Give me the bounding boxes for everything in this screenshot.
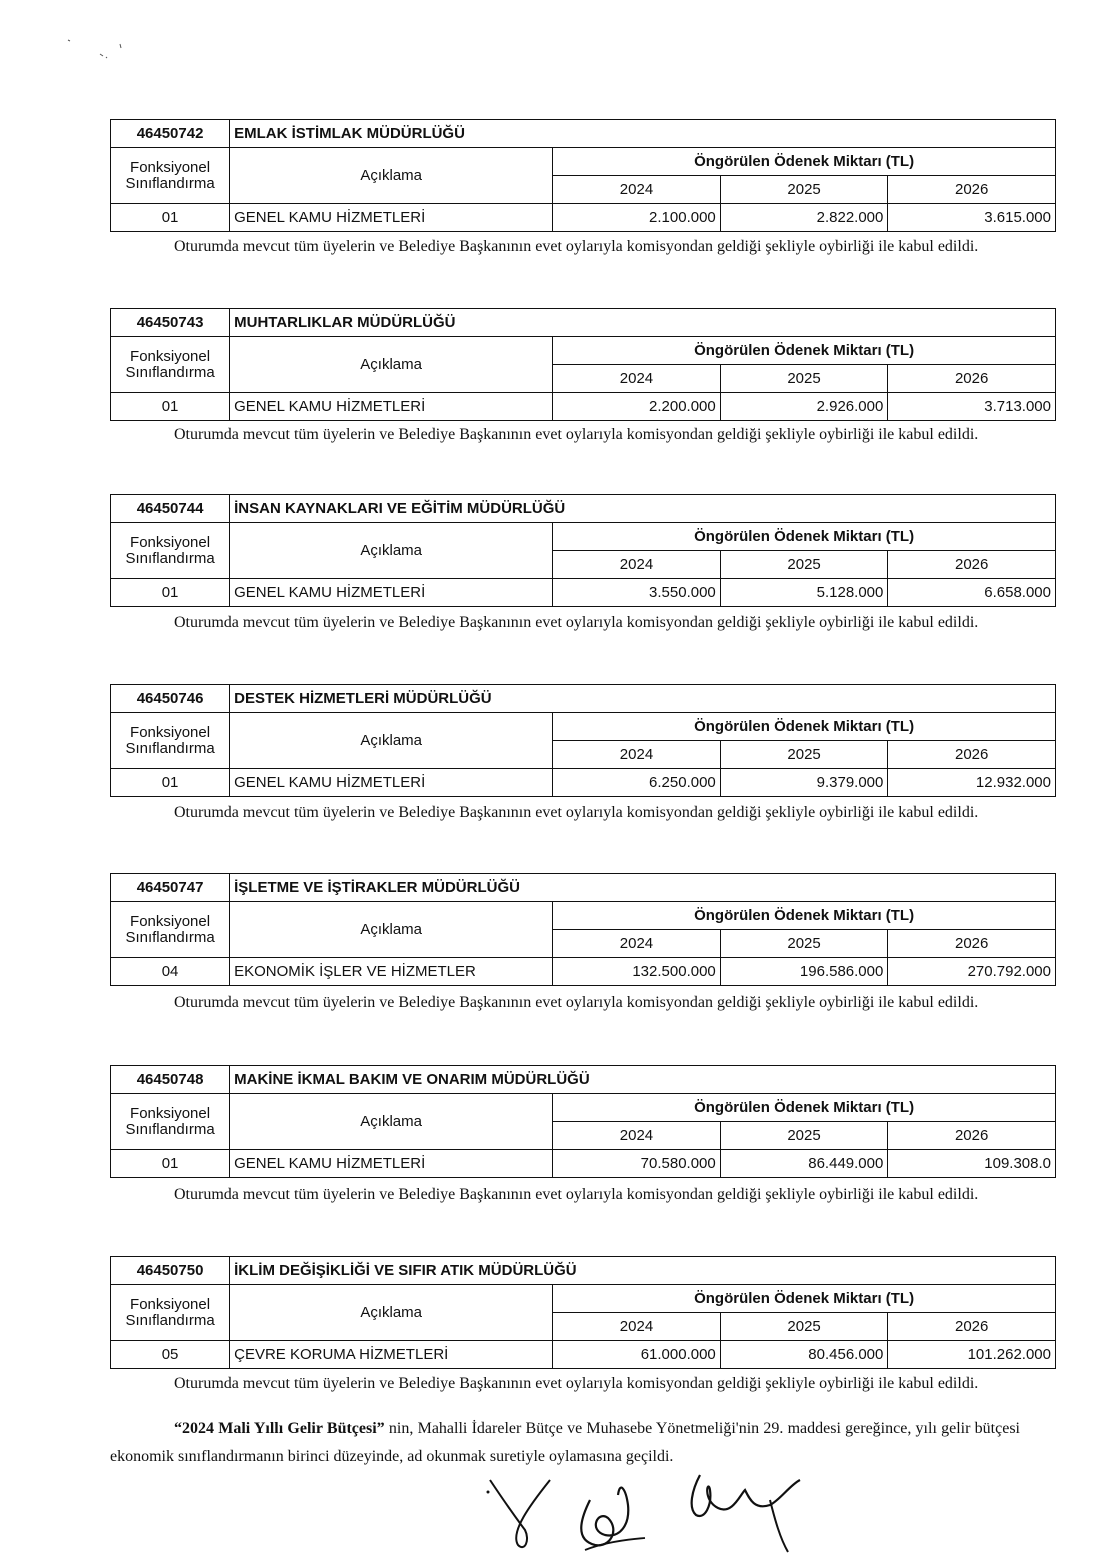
value-row [111,204,1056,232]
budget-block [110,1256,1056,1369]
func-desc: EKONOMİK İŞLER VE HİZMETLER [230,958,553,986]
unit-row [111,1257,1056,1285]
amount-2024: 70.580.000 [553,1150,721,1178]
func-desc: GENEL KAMU HİZMETLERİ [230,1150,553,1178]
amount-2024: 6.250.000 [553,769,721,797]
func-desc: GENEL KAMU HİZMETLERİ [230,579,553,607]
func-code: 01 [111,769,230,797]
unit-name: MAKİNE İKMAL BAKIM VE ONARIM MÜDÜRLÜĞÜ [230,1066,1056,1094]
unit-code: 46450743 [111,309,230,337]
amount-2025: 5.128.000 [720,579,888,607]
amount-2026: 109.308.0 [888,1150,1056,1178]
unit-code: 46450744 [111,495,230,523]
unit-name: İŞLETME VE İŞTİRAKLER MÜDÜRLÜĞÜ [230,874,1056,902]
unit-row [111,685,1056,713]
func-header-line1: Fonksiyonel [130,533,211,551]
approval-note-block [110,233,1056,261]
func-header-line2: Sınıflandırma [125,739,215,757]
budget-table [110,1065,1056,1178]
budget-table [110,119,1056,232]
func-header-line2: Sınıflandırma [125,174,215,192]
func-header-line2: Sınıflandırma [125,549,215,567]
header-row [111,148,1056,176]
amount-2025: 2.926.000 [720,393,888,421]
year-2025: 2025 [720,741,888,769]
budget-block [110,1065,1056,1178]
func-header-line1: Fonksiyonel [130,912,211,930]
year-2025: 2025 [720,365,888,393]
year-2024: 2024 [553,1122,721,1150]
value-row [111,579,1056,607]
amount-2026: 3.713.000 [888,393,1056,421]
year-2026: 2026 [888,551,1056,579]
year-2024: 2024 [553,551,721,579]
approval-note: Oturumda mevcut tüm üyelerin ve Belediye Başkanının evet oylarıyla komisyondan geldiği şekliyle oybirliği ile kabul edildi. [174,804,979,821]
func-code: 01 [111,579,230,607]
func-desc: GENEL KAMU HİZMETLERİ [230,204,553,232]
unit-row [111,309,1056,337]
amount-2026: 12.932.000 [888,769,1056,797]
func-desc: ÇEVRE KORUMA HİZMETLERİ [230,1341,553,1369]
amount-2025: 80.456.000 [720,1341,888,1369]
func-header-line2: Sınıflandırma [125,1311,215,1329]
budget-block [110,494,1056,607]
budget-header: Öngörülen Ödenek Miktarı (TL) [553,902,1056,930]
year-2024: 2024 [553,365,721,393]
func-header-line2: Sınıflandırma [125,928,215,946]
year-2024: 2024 [553,930,721,958]
amount-2026: 270.792.000 [888,958,1056,986]
func-code: 01 [111,1150,230,1178]
amount-2025: 9.379.000 [720,769,888,797]
unit-row [111,495,1056,523]
value-row [111,393,1056,421]
func-header [111,713,230,769]
desc-header: Açıklama [230,148,553,204]
func-header [111,337,230,393]
year-2025: 2025 [720,551,888,579]
budget-header: Öngörülen Ödenek Miktarı (TL) [553,713,1056,741]
approval-note: Oturumda mevcut tüm üyelerin ve Belediye Başkanının evet oylarıyla komisyondan geldiği şekliyle oybirliği ile kabul edildi. [174,426,979,443]
unit-name: İNSAN KAYNAKLARI VE EĞİTİM MÜDÜRLÜĞÜ [230,495,1056,523]
func-desc: GENEL KAMU HİZMETLERİ [230,393,553,421]
year-2026: 2026 [888,176,1056,204]
unit-row [111,120,1056,148]
header-row [111,337,1056,365]
unit-code: 46450748 [111,1066,230,1094]
budget-block [110,308,1056,421]
year-2024: 2024 [553,176,721,204]
unit-code: 46450747 [111,874,230,902]
amount-2024: 2.100.000 [553,204,721,232]
budget-header: Öngörülen Ödenek Miktarı (TL) [553,1285,1056,1313]
year-2026: 2026 [888,1122,1056,1150]
budget-header: Öngörülen Ödenek Miktarı (TL) [553,523,1056,551]
year-2024: 2024 [553,1313,721,1341]
year-2024: 2024 [553,741,721,769]
unit-name: DESTEK HİZMETLERİ MÜDÜRLÜĞÜ [230,685,1056,713]
budget-title: “2024 Mali Yıllı Gelir Bütçesi” [174,1420,385,1437]
budget-header: Öngörülen Ödenek Miktarı (TL) [553,1094,1056,1122]
approval-note: Oturumda mevcut tüm üyelerin ve Belediye Başkanının evet oylarıyla komisyondan geldiği şekliyle oybirliği ile kabul edildi. [174,1375,979,1392]
approval-note: Oturumda mevcut tüm üyelerin ve Belediye Başkanının evet oylarıyla komisyondan geldiği şekliyle oybirliği ile kabul edildi. [174,614,979,631]
amount-2025: 86.449.000 [720,1150,888,1178]
budget-table [110,684,1056,797]
amount-2025: 196.586.000 [720,958,888,986]
func-header-line1: Fonksiyonel [130,158,211,176]
approval-note-block [110,421,1056,449]
func-header-line2: Sınıflandırma [125,1120,215,1138]
func-header [111,523,230,579]
amount-2026: 3.615.000 [888,204,1056,232]
unit-name: EMLAK İSTİMLAK MÜDÜRLÜĞÜ [230,120,1056,148]
func-code: 01 [111,204,230,232]
func-header-line2: Sınıflandırma [125,363,215,381]
approval-note-block [110,1181,1056,1209]
year-2025: 2025 [720,1313,888,1341]
unit-row [111,1066,1056,1094]
desc-header: Açıklama [230,523,553,579]
year-2026: 2026 [888,365,1056,393]
unit-code: 46450742 [111,120,230,148]
value-row [111,769,1056,797]
desc-header: Açıklama [230,713,553,769]
amount-2026: 6.658.000 [888,579,1056,607]
func-header [111,902,230,958]
closing-text: nin, Mahalli İdareler Bütçe ve Muhasebe Yönetmeliği'nin 29. maddesi gereğince, yılı gelir bütçesi ekonomik sınıflandırmanın birinci düzeyinde, ad okunmak suretiyle oylamasına geçildi. [110,1420,1020,1465]
header-row [111,523,1056,551]
desc-header: Açıklama [230,902,553,958]
desc-header: Açıklama [230,337,553,393]
signatures [470,1460,850,1555]
amount-2024: 132.500.000 [553,958,721,986]
func-code: 01 [111,393,230,421]
func-code: 05 [111,1341,230,1369]
amount-2024: 3.550.000 [553,579,721,607]
approval-note-block [110,989,1056,1017]
approval-note: Oturumda mevcut tüm üyelerin ve Belediye Başkanının evet oylarıyla komisyondan geldiği şekliyle oybirliği ile kabul edildi. [174,1186,979,1203]
budget-block [110,684,1056,797]
func-header [111,1285,230,1341]
header-row [111,713,1056,741]
budget-header: Öngörülen Ödenek Miktarı (TL) [553,148,1056,176]
approval-note-block [110,1370,1056,1398]
year-2025: 2025 [720,930,888,958]
amount-2024: 2.200.000 [553,393,721,421]
amount-2024: 61.000.000 [553,1341,721,1369]
func-header [111,148,230,204]
year-2025: 2025 [720,1122,888,1150]
value-row [111,1341,1056,1369]
unit-row [111,874,1056,902]
desc-header: Açıklama [230,1285,553,1341]
unit-code: 46450750 [111,1257,230,1285]
value-row [111,1150,1056,1178]
amount-2026: 101.262.000 [888,1341,1056,1369]
func-desc: GENEL KAMU HİZMETLERİ [230,769,553,797]
approval-note-block [110,609,1056,637]
func-header-line1: Fonksiyonel [130,1104,211,1122]
approval-note-block [110,799,1056,827]
year-2026: 2026 [888,741,1056,769]
budget-block [110,873,1056,986]
func-header-line1: Fonksiyonel [130,1295,211,1313]
header-row [111,1285,1056,1313]
budget-table [110,308,1056,421]
year-2026: 2026 [888,930,1056,958]
func-header-line1: Fonksiyonel [130,723,211,741]
approval-note: Oturumda mevcut tüm üyelerin ve Belediye Başkanının evet oylarıyla komisyondan geldiği şekliyle oybirliği ile kabul edildi. [174,238,979,255]
func-header-line1: Fonksiyonel [130,347,211,365]
header-row [111,1094,1056,1122]
scan-mark [60,32,140,72]
year-2025: 2025 [720,176,888,204]
desc-header: Açıklama [230,1094,553,1150]
value-row [111,958,1056,986]
func-code: 04 [111,958,230,986]
unit-name: İKLİM DEĞİŞİKLİĞİ VE SIFIR ATIK MÜDÜRLÜĞÜ [230,1257,1056,1285]
budget-table [110,1256,1056,1369]
budget-block [110,119,1056,232]
budget-header: Öngörülen Ödenek Miktarı (TL) [553,337,1056,365]
func-header [111,1094,230,1150]
budget-table [110,494,1056,607]
year-2026: 2026 [888,1313,1056,1341]
amount-2025: 2.822.000 [720,204,888,232]
unit-name: MUHTARLIKLAR MÜDÜRLÜĞÜ [230,309,1056,337]
header-row [111,902,1056,930]
unit-code: 46450746 [111,685,230,713]
budget-table [110,873,1056,986]
approval-note: Oturumda mevcut tüm üyelerin ve Belediye Başkanının evet oylarıyla komisyondan geldiği şekliyle oybirliği ile kabul edildi. [174,994,979,1011]
